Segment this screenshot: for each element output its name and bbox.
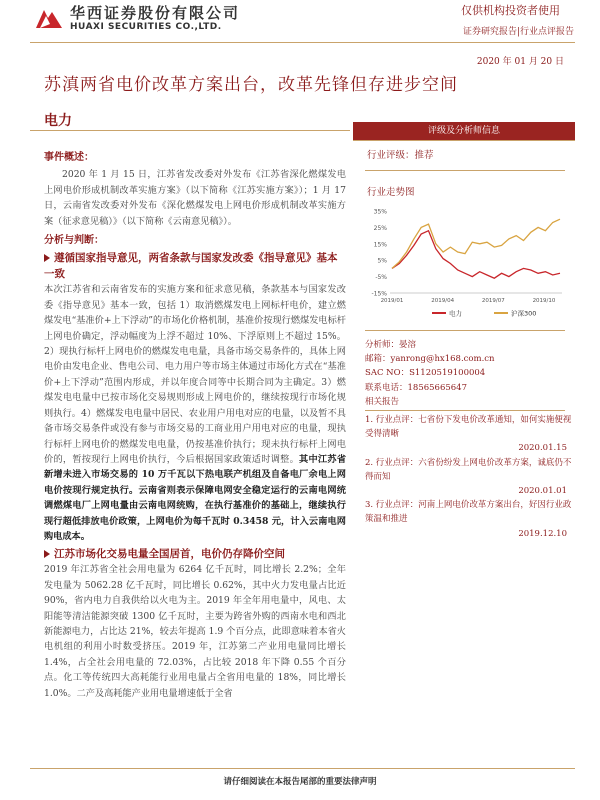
trend-title: 行业走势图: [367, 187, 415, 198]
industry-label: 电力: [44, 113, 72, 129]
report-title: 苏滇两省电价改革方案出台，改革先锋但存进步空间: [44, 75, 458, 95]
related-report-3[interactable]: 3. 行业点评：河南上网电价改革方案出台，好因行业政策温和推进: [365, 500, 572, 525]
related-report-3-date: 2019.12.10: [518, 528, 567, 539]
legend-label: 沪深300: [511, 309, 537, 318]
sac-row: [365, 366, 575, 380]
paragraph-1-text: 本次江苏省和云南省发布的实施方案和征求意见稿，条款基本与国家发改委《指导意见》基本一致，包括 1）取消燃煤发电上网标杆电价，建立燃煤发电“基准价+上下浮动”的市场化价格机制，基准价按现行燃煤发电标杆上网电价确定，浮动幅度为上浮不超过 10%、下浮原则上不超过 15%。2）现执行标杆上网电价的燃煤发电电量，具备市场交易条件的，具体上网电价由发电企业、售电公司、电力用户等市场主体通过市场化方式在“基准价+上下浮动”范围内形成，并以年度合同等中长期合同为主确定。3）燃煤发电电量中已按市场化交易规则形成上网电价的，继续按现行市场化规则执行。4）燃煤发电电量中居民、农业用户用电对应的电量，以及暂不具备市场交易条件或没有参与市场交易的工商业用户用电对应的电量，现执行标杆上网电价的燃煤发电电量，仍按基准价执行；现未执行标杆上网电价的，暂按现行上网电价执行，今后根据国家政策适时调整。: [44, 284, 346, 465]
report-date: 2020 年 01 月 20 日: [476, 57, 564, 67]
rating-divider: [365, 170, 565, 171]
analysis-heading: 分析与判断：: [44, 235, 104, 247]
event-heading: 事件概述：: [44, 152, 94, 163]
y-tick-label: -5%: [375, 274, 387, 282]
industry-rating: [367, 147, 434, 161]
email-value[interactable]: yanrong@hx168.com.cn: [390, 354, 495, 365]
related-label: 相关报告: [365, 396, 400, 407]
y-tick-label: 25%: [373, 224, 387, 232]
x-tick-label: 2019/07: [481, 298, 505, 304]
subheading-2: [44, 546, 346, 562]
footer-divider: [30, 768, 575, 769]
email-label: 邮箱：: [365, 354, 391, 365]
rating-label: 行业评级：: [367, 150, 415, 161]
event-text: 2020 年 1 月 15 日，江苏省发改委对外发布《江苏省深化燃煤发电上网电价形成机制改革实施方案》（以下简称《江苏实施方案》）；1 月 17 日，云南省发改委对外发布《深化燃煤发电上网电价形成机制改革实施方案（征求意见稿）》（以下简称《云南意见稿》）。: [44, 169, 346, 227]
company-logo-icon: [34, 6, 64, 30]
related-report-1[interactable]: 1. 行业点评：七省份下发电价改革通知，如何实施便视受得清晰: [365, 415, 572, 440]
series-line-csi300: [392, 219, 560, 268]
main-content: [44, 148, 346, 701]
phone-row: [365, 381, 575, 395]
x-tick-label: 2019/01: [380, 298, 404, 304]
trend-chart: [362, 205, 572, 320]
paragraph-1-bold: 其中江苏省新增未进入市场交易的 10 万千瓦以下热电联产机组及自备电厂余电上网电价按现行规定执行。云南省则表示保障电网安全稳定运行的云南电网统调燃煤电厂上网电量由云南电网统购，在执行基准价的基础上，继续执行现行超低排放电价政策，上网电价为每千瓦时 0.3458 元，计入云南电网购电成本。: [44, 453, 347, 542]
subheading-1: [44, 250, 346, 282]
industry-divider: [30, 130, 350, 131]
report-type: 证券研究报告|行业点评报告: [462, 27, 574, 37]
bullet-icon: [44, 550, 50, 558]
analyst-label: 分析师：: [365, 340, 400, 350]
x-tick-label: 2019/04: [431, 298, 455, 304]
analyst-row: [365, 338, 575, 352]
company-name-cn: 华西证券股份有限公司: [70, 4, 241, 22]
phone-value: 18565665647: [407, 382, 468, 393]
rating-box-divider: [353, 140, 575, 141]
analyst-info: [365, 338, 575, 541]
sac-value: S1120519100004: [409, 368, 486, 379]
header-divider: [30, 42, 575, 43]
y-tick-label: 15%: [373, 241, 387, 249]
email-row: [365, 352, 575, 366]
chart-divider: [365, 330, 565, 331]
analyst-name: 晏溶: [399, 340, 417, 350]
phone-label: 联系电话：: [365, 382, 408, 393]
rating-box-title: 评级及分析师信息: [353, 122, 575, 140]
related-report-2-date: 2020.01.01: [518, 486, 567, 497]
related-report-2[interactable]: 2. 行业点评：六省份纷发上网电价改革方案，诚底仍不得而知: [365, 457, 572, 482]
y-tick-label: 5%: [377, 257, 387, 265]
sac-label: SAC NO：: [365, 368, 410, 379]
x-tick-label: 2019/10: [532, 298, 556, 304]
y-tick-label: 35%: [373, 208, 387, 216]
related-report-1-date: 2020.01.15: [518, 443, 567, 454]
series-line-power: [392, 231, 560, 279]
rating-value: 推荐: [414, 150, 434, 161]
footer-disclaimer[interactable]: 请仔细阅读在本报告尾部的重要法律声明: [223, 777, 377, 787]
paragraph-1: [44, 282, 346, 544]
audience-note: 仅供机构投资者使用: [461, 4, 560, 17]
paragraph-2: 2019 年江苏省全社会用电量为 6264 亿千瓦时，同比增长 2.2%；全年发电量为 5062.28 亿千瓦时，同比增长 0.62%，其中火力发电量占比近 90%，省内电力自我供给以火电为主。2019 年全年用电量中，风电、太阳能等清洁能源突破 1300 亿千瓦时，主要为跨省外购的西南水电和西北新能源电力，占比达 21%，较去年提高 1.9 个百分点，此即意味着本省火电机组的利用小时数受挤压。2019 年，江苏第二产业用电量同比增长 1.4%，占全社会用电量的 72.03%，占比较 2018 年下降 0.55 个百分点。化工等传统四大高耗能行业用电量占全省用电量的 18%，同比增长 1.0%。二产及高耗能产业用电量增速低于全省: [44, 564, 346, 699]
related-divider: [365, 410, 565, 411]
company-name-en: HUAXI SECURITIES CO.,LTD.: [70, 22, 222, 32]
bullet-icon: [44, 254, 50, 262]
legend-label: 电力: [449, 309, 462, 318]
subheading-2-text: 江苏市场化交易电量全国居首，电价仍存降价空间: [54, 548, 285, 561]
y-tick-label: -15%: [371, 290, 387, 298]
subheading-1-text: 遵循国家指导意见，两省条款与国家发改委《指导意见》基本一致: [44, 252, 338, 281]
